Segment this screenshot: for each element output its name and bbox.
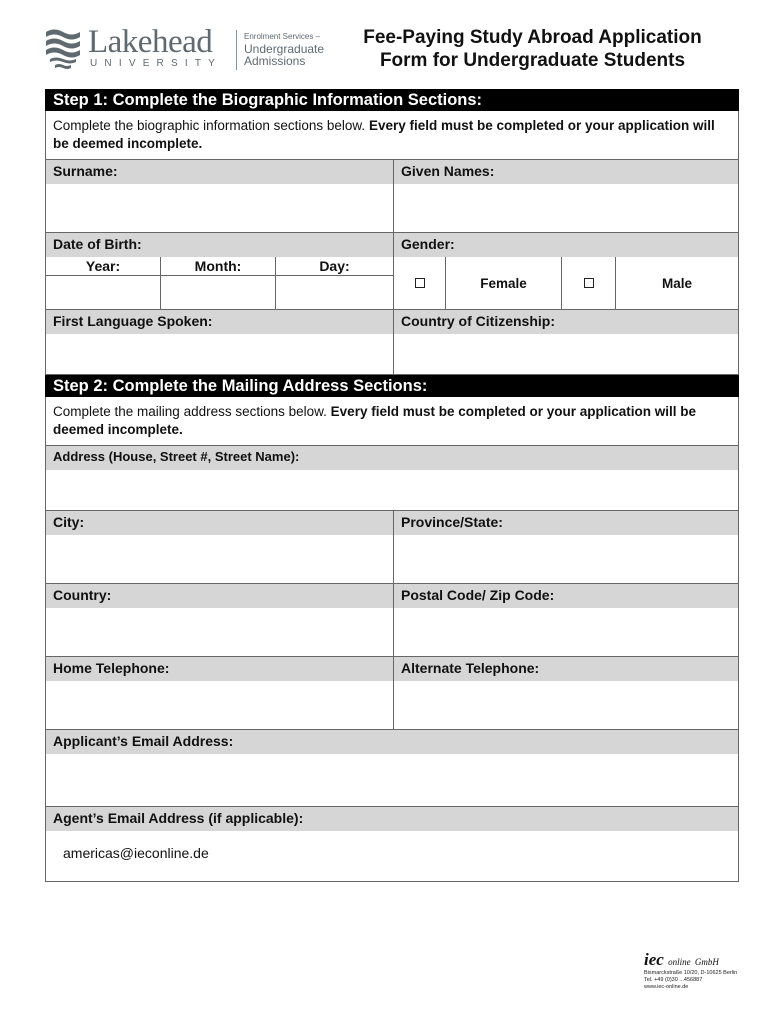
month-field[interactable] [161, 276, 275, 309]
iec-brand-suffix: GmbH [694, 957, 719, 967]
logo-divider [236, 30, 237, 70]
logo-name: Lakehead [88, 24, 213, 60]
given-names-label: Given Names: [394, 160, 738, 184]
alt-phone-field[interactable] [394, 681, 738, 729]
day-label: Day: [276, 257, 393, 276]
iec-address-line2: Tel. +49 (0)30 ...456887 [644, 977, 703, 983]
agent-email-label: Agent’s Email Address (if applicable): [46, 807, 738, 831]
address-field[interactable] [46, 470, 738, 510]
step1-intro [45, 111, 739, 159]
title-line1: Fee-Paying Study Abroad Application [363, 27, 702, 48]
first-language-label: First Language Spoken: [46, 310, 393, 334]
email-label: Applicant’s Email Address: [46, 730, 738, 754]
department-name [244, 31, 324, 67]
home-phone-field[interactable] [46, 681, 393, 729]
telephone-row [45, 657, 739, 730]
step1-intro-text: Complete the biographic information sections below. [53, 118, 366, 133]
form-title [330, 26, 735, 72]
step2-intro-text: Complete the mailing address sections below. [53, 404, 327, 419]
dept-line1: Enrolment Services – [244, 32, 321, 41]
day-field[interactable] [276, 276, 393, 309]
dept-line2: Undergraduate [244, 42, 325, 56]
iec-stamp [644, 950, 754, 992]
postal-field[interactable] [394, 608, 738, 656]
step2-intro [45, 397, 739, 445]
city-label: City: [46, 511, 393, 535]
application-form [45, 89, 739, 882]
year-field[interactable] [46, 276, 160, 309]
email-row [45, 730, 739, 807]
iec-brand-rest: online [668, 957, 691, 967]
country-label: Country: [46, 584, 393, 608]
address-label: Address (House, Street #, Street Name): [46, 446, 738, 470]
iec-brand [644, 950, 754, 970]
step1-intro-bold: Every field must be completed or your application will be deemed incomplete. [53, 118, 715, 151]
month-label: Month: [161, 257, 275, 276]
logo-university: UNIVERSITY [90, 58, 223, 69]
dob-gender-row [45, 233, 739, 310]
iec-brand-main: iec [644, 950, 664, 969]
citizenship-field[interactable] [394, 334, 738, 374]
city-province-row [45, 511, 739, 584]
agent-email-field[interactable]: americas@ieconline.de [63, 845, 209, 861]
home-phone-label: Home Telephone: [46, 657, 393, 681]
agent-email-row [45, 807, 739, 882]
address-row [45, 445, 739, 511]
iec-address-line3: www.iec-online.de [644, 984, 689, 990]
iec-address-line1: Bismarckstraße 10/20, D-10625 Berlin [644, 970, 738, 976]
name-row [45, 159, 739, 233]
female-checkbox[interactable] [415, 278, 425, 288]
citizenship-label: Country of Citizenship: [394, 310, 738, 334]
given-names-field[interactable] [394, 184, 738, 232]
first-language-field[interactable] [46, 334, 393, 374]
lakehead-logo [44, 24, 329, 72]
country-field[interactable] [46, 608, 393, 656]
country-postal-row [45, 584, 739, 657]
dept-line3: Admissions [244, 54, 306, 68]
female-label: Female [446, 257, 562, 309]
step1-heading: Step 1: Complete the Biographic Information Sections: [45, 89, 739, 111]
alt-phone-label: Alternate Telephone: [394, 657, 738, 681]
male-label: Male [661, 275, 692, 291]
surname-field[interactable] [46, 184, 393, 232]
male-checkbox[interactable] [584, 278, 594, 288]
step2-heading: Step 2: Complete the Mailing Address Sections: [45, 375, 739, 397]
year-label: Year: [46, 257, 160, 276]
step2-intro-bold: Every field must be completed or your application will be deemed incomplete. [53, 404, 697, 437]
dob-label: Date of Birth: [46, 233, 393, 257]
city-field[interactable] [46, 535, 393, 583]
language-citizenship-row [45, 310, 739, 375]
surname-label: Surname: [46, 160, 393, 184]
province-label: Province/State: [394, 511, 738, 535]
postal-label: Postal Code/ Zip Code: [394, 584, 738, 608]
gender-label: Gender: [394, 233, 738, 257]
email-field[interactable] [46, 754, 738, 806]
title-line2: Form for Undergraduate Students [379, 50, 686, 71]
province-field[interactable] [394, 535, 738, 583]
shield-wave-icon [44, 28, 82, 70]
